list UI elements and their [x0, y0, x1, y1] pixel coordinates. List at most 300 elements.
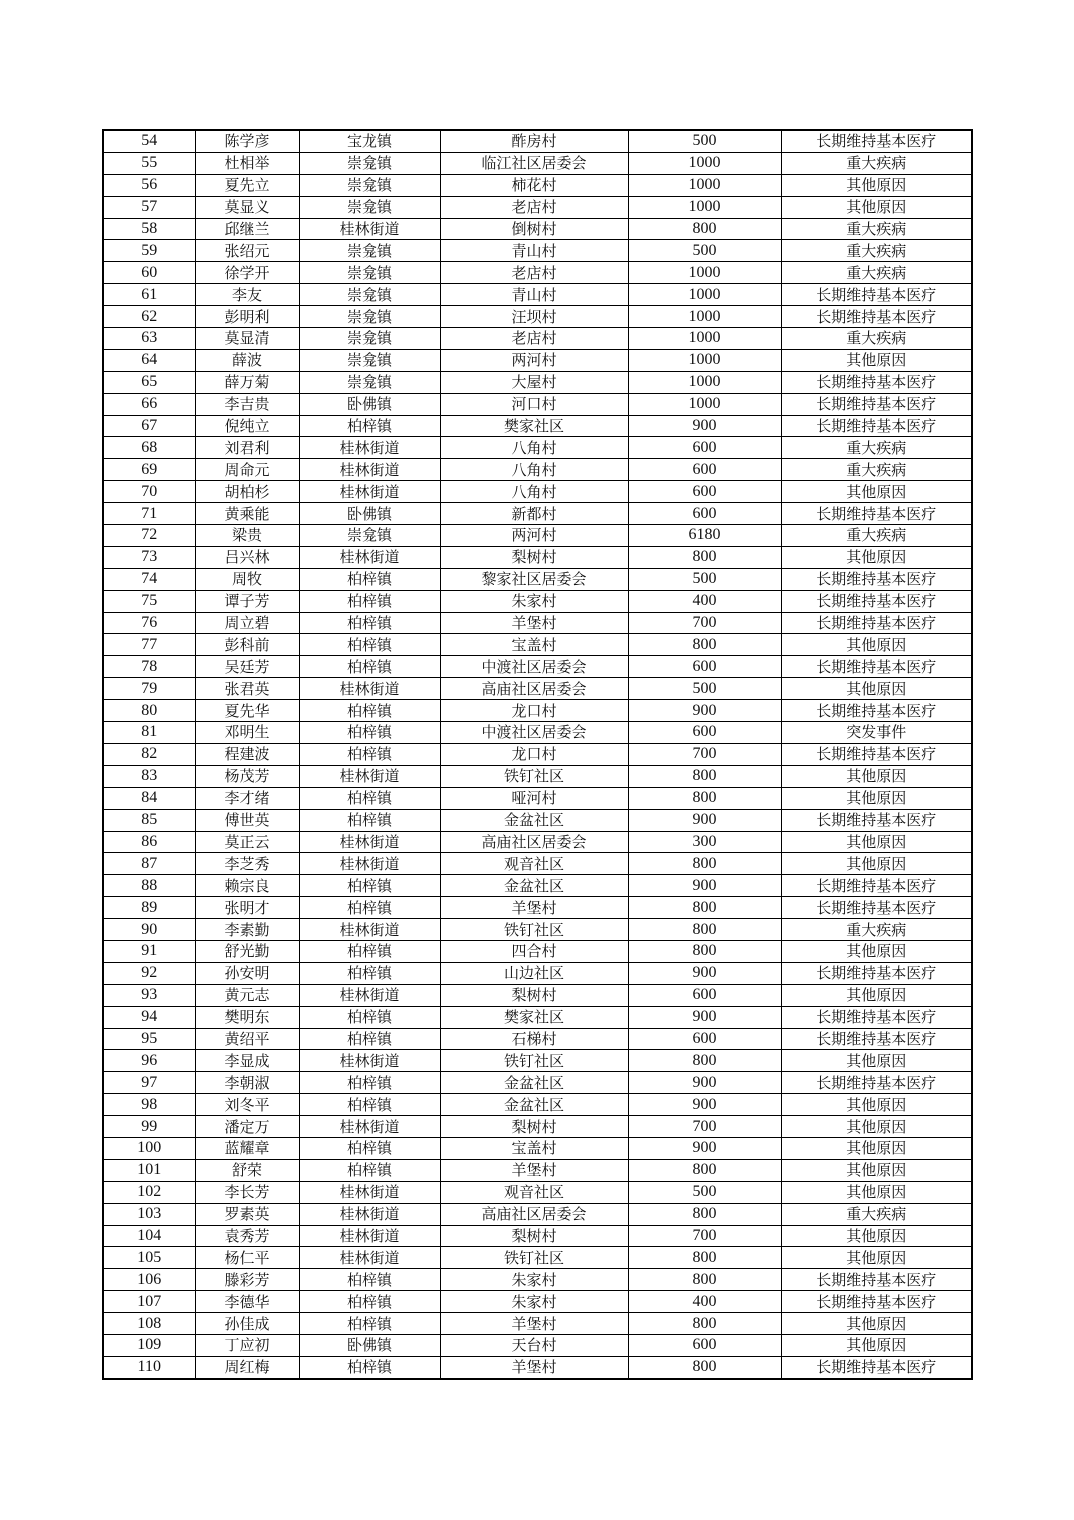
row-number-cell: 109 [103, 1334, 195, 1356]
village-cell: 新都村 [440, 503, 628, 525]
row-number-cell: 82 [103, 743, 195, 765]
amount-cell: 800 [628, 218, 781, 240]
reason-cell: 其他原因 [781, 634, 972, 656]
amount-cell: 1000 [628, 174, 781, 196]
name-cell: 周立碧 [195, 612, 299, 634]
village-cell: 高庙社区居委会 [440, 678, 628, 700]
name-cell: 李吉贵 [195, 393, 299, 415]
name-cell: 彭明利 [195, 306, 299, 328]
row-number-cell: 85 [103, 809, 195, 831]
township-cell: 柏梓镇 [299, 634, 440, 656]
township-cell: 桂林街道 [299, 1050, 440, 1072]
township-cell: 崇龛镇 [299, 328, 440, 350]
name-cell: 黄乘能 [195, 503, 299, 525]
village-cell: 八角村 [440, 481, 628, 503]
name-cell: 舒光勤 [195, 940, 299, 962]
relief-list-table [102, 129, 973, 1380]
township-cell: 桂林街道 [299, 459, 440, 481]
township-cell: 柏梓镇 [299, 722, 440, 744]
township-cell: 卧佛镇 [299, 503, 440, 525]
reason-cell: 其他原因 [781, 1137, 972, 1159]
reason-cell: 重大疾病 [781, 240, 972, 262]
township-cell: 柏梓镇 [299, 568, 440, 590]
name-cell: 谭子芳 [195, 590, 299, 612]
amount-cell: 800 [628, 1269, 781, 1291]
row-number-cell: 93 [103, 984, 195, 1006]
village-cell: 倒树村 [440, 218, 628, 240]
reason-cell: 长期维持基本医疗 [781, 371, 972, 393]
village-cell: 高庙社区居委会 [440, 831, 628, 853]
amount-cell: 700 [628, 612, 781, 634]
row-number-cell: 86 [103, 831, 195, 853]
name-cell: 黄绍平 [195, 1028, 299, 1050]
reason-cell: 长期维持基本医疗 [781, 1291, 972, 1313]
row-number-cell: 70 [103, 481, 195, 503]
row-number-cell: 74 [103, 568, 195, 590]
reason-cell: 其他原因 [781, 481, 972, 503]
name-cell: 罗素英 [195, 1203, 299, 1225]
reason-cell: 其他原因 [781, 1247, 972, 1269]
amount-cell: 1000 [628, 306, 781, 328]
township-cell: 桂林街道 [299, 765, 440, 787]
amount-cell: 400 [628, 590, 781, 612]
table-row [103, 919, 972, 941]
name-cell: 李才绪 [195, 787, 299, 809]
table-row [103, 1094, 972, 1116]
village-cell: 宝盖村 [440, 1137, 628, 1159]
table-row [103, 1313, 972, 1335]
reason-cell: 长期维持基本医疗 [781, 415, 972, 437]
village-cell: 龙口村 [440, 743, 628, 765]
township-cell: 柏梓镇 [299, 787, 440, 809]
row-number-cell: 97 [103, 1072, 195, 1094]
amount-cell: 1000 [628, 393, 781, 415]
reason-cell: 长期维持基本医疗 [781, 1028, 972, 1050]
row-number-cell: 76 [103, 612, 195, 634]
name-cell: 莫显义 [195, 196, 299, 218]
township-cell: 柏梓镇 [299, 897, 440, 919]
row-number-cell: 89 [103, 897, 195, 919]
amount-cell: 800 [628, 919, 781, 941]
reason-cell: 其他原因 [781, 1116, 972, 1138]
table-row [103, 1028, 972, 1050]
township-cell: 柏梓镇 [299, 1028, 440, 1050]
reason-cell: 其他原因 [781, 196, 972, 218]
village-cell: 羊堡村 [440, 1313, 628, 1335]
table-row [103, 568, 972, 590]
name-cell: 徐学开 [195, 262, 299, 284]
name-cell: 彭科前 [195, 634, 299, 656]
table-row [103, 415, 972, 437]
table-row [103, 481, 972, 503]
village-cell: 羊堡村 [440, 1356, 628, 1378]
amount-cell: 300 [628, 831, 781, 853]
row-number-cell: 65 [103, 371, 195, 393]
table-row [103, 897, 972, 919]
amount-cell: 800 [628, 546, 781, 568]
village-cell: 铁钉社区 [440, 919, 628, 941]
reason-cell: 长期维持基本医疗 [781, 306, 972, 328]
reason-cell: 长期维持基本医疗 [781, 897, 972, 919]
reason-cell: 其他原因 [781, 984, 972, 1006]
reason-cell: 长期维持基本医疗 [781, 590, 972, 612]
township-cell: 柏梓镇 [299, 1072, 440, 1094]
village-cell: 两河村 [440, 525, 628, 547]
name-cell: 邓明生 [195, 722, 299, 744]
township-cell: 桂林街道 [299, 678, 440, 700]
amount-cell: 900 [628, 1072, 781, 1094]
row-number-cell: 99 [103, 1116, 195, 1138]
village-cell: 青山村 [440, 284, 628, 306]
village-cell: 天台村 [440, 1334, 628, 1356]
row-number-cell: 58 [103, 218, 195, 240]
reason-cell: 长期维持基本医疗 [781, 743, 972, 765]
village-cell: 梨树村 [440, 1225, 628, 1247]
row-number-cell: 108 [103, 1313, 195, 1335]
table-row [103, 831, 972, 853]
row-number-cell: 72 [103, 525, 195, 547]
amount-cell: 600 [628, 656, 781, 678]
amount-cell: 500 [628, 678, 781, 700]
township-cell: 桂林街道 [299, 984, 440, 1006]
reason-cell: 长期维持基本医疗 [781, 1356, 972, 1378]
amount-cell: 700 [628, 1116, 781, 1138]
reason-cell: 长期维持基本医疗 [781, 809, 972, 831]
row-number-cell: 101 [103, 1159, 195, 1181]
row-number-cell: 107 [103, 1291, 195, 1313]
amount-cell: 800 [628, 897, 781, 919]
row-number-cell: 102 [103, 1181, 195, 1203]
row-number-cell: 54 [103, 130, 195, 152]
reason-cell: 其他原因 [781, 831, 972, 853]
table-row [103, 196, 972, 218]
amount-cell: 1000 [628, 262, 781, 284]
name-cell: 倪纯立 [195, 415, 299, 437]
township-cell: 柏梓镇 [299, 1137, 440, 1159]
reason-cell: 长期维持基本医疗 [781, 962, 972, 984]
reason-cell: 突发事件 [781, 722, 972, 744]
amount-cell: 500 [628, 568, 781, 590]
row-number-cell: 75 [103, 590, 195, 612]
reason-cell: 其他原因 [781, 1181, 972, 1203]
table-row [103, 218, 972, 240]
row-number-cell: 87 [103, 853, 195, 875]
row-number-cell: 98 [103, 1094, 195, 1116]
row-number-cell: 88 [103, 875, 195, 897]
amount-cell: 1000 [628, 328, 781, 350]
table-row [103, 634, 972, 656]
name-cell: 陈学彦 [195, 130, 299, 152]
row-number-cell: 67 [103, 415, 195, 437]
village-cell: 铁钉社区 [440, 765, 628, 787]
table-row [103, 787, 972, 809]
table-row [103, 459, 972, 481]
village-cell: 山边社区 [440, 962, 628, 984]
village-cell: 河口村 [440, 393, 628, 415]
name-cell: 周命元 [195, 459, 299, 481]
village-cell: 羊堡村 [440, 612, 628, 634]
row-number-cell: 95 [103, 1028, 195, 1050]
reason-cell: 其他原因 [781, 678, 972, 700]
amount-cell: 1000 [628, 349, 781, 371]
amount-cell: 800 [628, 1203, 781, 1225]
township-cell: 桂林街道 [299, 853, 440, 875]
village-cell: 八角村 [440, 459, 628, 481]
row-number-cell: 64 [103, 349, 195, 371]
row-number-cell: 68 [103, 437, 195, 459]
reason-cell: 长期维持基本医疗 [781, 503, 972, 525]
amount-cell: 400 [628, 1291, 781, 1313]
amount-cell: 600 [628, 503, 781, 525]
village-cell: 铁钉社区 [440, 1247, 628, 1269]
row-number-cell: 94 [103, 1006, 195, 1028]
amount-cell: 600 [628, 481, 781, 503]
table-row [103, 1181, 972, 1203]
reason-cell: 重大疾病 [781, 437, 972, 459]
row-number-cell: 60 [103, 262, 195, 284]
village-cell: 酢房村 [440, 130, 628, 152]
row-number-cell: 62 [103, 306, 195, 328]
amount-cell: 800 [628, 634, 781, 656]
township-cell: 柏梓镇 [299, 590, 440, 612]
name-cell: 刘冬平 [195, 1094, 299, 1116]
name-cell: 夏先华 [195, 700, 299, 722]
reason-cell: 重大疾病 [781, 1203, 972, 1225]
township-cell: 桂林街道 [299, 1203, 440, 1225]
table-row [103, 328, 972, 350]
row-number-cell: 57 [103, 196, 195, 218]
township-cell: 柏梓镇 [299, 962, 440, 984]
township-cell: 柏梓镇 [299, 656, 440, 678]
township-cell: 桂林街道 [299, 1116, 440, 1138]
row-number-cell: 61 [103, 284, 195, 306]
village-cell: 两河村 [440, 349, 628, 371]
township-cell: 桂林街道 [299, 481, 440, 503]
village-cell: 高庙社区居委会 [440, 1203, 628, 1225]
reason-cell: 长期维持基本医疗 [781, 393, 972, 415]
township-cell: 崇龛镇 [299, 349, 440, 371]
township-cell: 柏梓镇 [299, 743, 440, 765]
name-cell: 张绍元 [195, 240, 299, 262]
amount-cell: 600 [628, 984, 781, 1006]
table-row [103, 853, 972, 875]
village-cell: 临江社区居委会 [440, 152, 628, 174]
township-cell: 桂林街道 [299, 919, 440, 941]
name-cell: 李友 [195, 284, 299, 306]
table-row [103, 306, 972, 328]
row-number-cell: 90 [103, 919, 195, 941]
village-cell: 铁钉社区 [440, 1050, 628, 1072]
name-cell: 薛波 [195, 349, 299, 371]
reason-cell: 其他原因 [781, 174, 972, 196]
reason-cell: 重大疾病 [781, 919, 972, 941]
village-cell: 柿花村 [440, 174, 628, 196]
row-number-cell: 63 [103, 328, 195, 350]
township-cell: 柏梓镇 [299, 1291, 440, 1313]
name-cell: 蓝耀章 [195, 1137, 299, 1159]
amount-cell: 900 [628, 962, 781, 984]
township-cell: 崇龛镇 [299, 174, 440, 196]
row-number-cell: 100 [103, 1137, 195, 1159]
township-cell: 柏梓镇 [299, 612, 440, 634]
village-cell: 青山村 [440, 240, 628, 262]
table-row [103, 1334, 972, 1356]
row-number-cell: 92 [103, 962, 195, 984]
reason-cell: 其他原因 [781, 349, 972, 371]
name-cell: 李芝秀 [195, 853, 299, 875]
name-cell: 周红梅 [195, 1356, 299, 1378]
name-cell: 李长芳 [195, 1181, 299, 1203]
row-number-cell: 79 [103, 678, 195, 700]
township-cell: 崇龛镇 [299, 152, 440, 174]
amount-cell: 900 [628, 875, 781, 897]
amount-cell: 800 [628, 1247, 781, 1269]
reason-cell: 长期维持基本医疗 [781, 284, 972, 306]
township-cell: 崇龛镇 [299, 306, 440, 328]
village-cell: 中渡社区居委会 [440, 656, 628, 678]
name-cell: 丁应初 [195, 1334, 299, 1356]
township-cell: 崇龛镇 [299, 371, 440, 393]
table-row [103, 152, 972, 174]
amount-cell: 900 [628, 1094, 781, 1116]
table-row [103, 349, 972, 371]
amount-cell: 6180 [628, 525, 781, 547]
table-row [103, 546, 972, 568]
name-cell: 刘君利 [195, 437, 299, 459]
name-cell: 梁贵 [195, 525, 299, 547]
table-row [103, 809, 972, 831]
table-row [103, 1247, 972, 1269]
township-cell: 桂林街道 [299, 1181, 440, 1203]
township-cell: 柏梓镇 [299, 1356, 440, 1378]
table-row [103, 240, 972, 262]
township-cell: 柏梓镇 [299, 1269, 440, 1291]
row-number-cell: 104 [103, 1225, 195, 1247]
row-number-cell: 91 [103, 940, 195, 962]
township-cell: 崇龛镇 [299, 240, 440, 262]
reason-cell: 其他原因 [781, 1313, 972, 1335]
amount-cell: 500 [628, 130, 781, 152]
row-number-cell: 73 [103, 546, 195, 568]
amount-cell: 600 [628, 1028, 781, 1050]
amount-cell: 800 [628, 1356, 781, 1378]
row-number-cell: 77 [103, 634, 195, 656]
township-cell: 柏梓镇 [299, 700, 440, 722]
row-number-cell: 71 [103, 503, 195, 525]
township-cell: 宝龙镇 [299, 130, 440, 152]
table-row [103, 1225, 972, 1247]
name-cell: 傅世英 [195, 809, 299, 831]
name-cell: 赖宗良 [195, 875, 299, 897]
table-row [103, 1072, 972, 1094]
village-cell: 宝盖村 [440, 634, 628, 656]
name-cell: 杨仁平 [195, 1247, 299, 1269]
township-cell: 桂林街道 [299, 437, 440, 459]
table-row [103, 984, 972, 1006]
township-cell: 柏梓镇 [299, 1094, 440, 1116]
name-cell: 李德华 [195, 1291, 299, 1313]
reason-cell: 长期维持基本医疗 [781, 612, 972, 634]
reason-cell: 重大疾病 [781, 328, 972, 350]
name-cell: 李素勤 [195, 919, 299, 941]
reason-cell: 长期维持基本医疗 [781, 1269, 972, 1291]
table-row [103, 371, 972, 393]
amount-cell: 1000 [628, 196, 781, 218]
table-row [103, 700, 972, 722]
amount-cell: 800 [628, 765, 781, 787]
reason-cell: 长期维持基本医疗 [781, 1072, 972, 1094]
amount-cell: 800 [628, 1159, 781, 1181]
table-row [103, 284, 972, 306]
table-row [103, 1116, 972, 1138]
township-cell: 桂林街道 [299, 831, 440, 853]
table-row [103, 612, 972, 634]
name-cell: 樊明东 [195, 1006, 299, 1028]
township-cell: 卧佛镇 [299, 1334, 440, 1356]
row-number-cell: 66 [103, 393, 195, 415]
amount-cell: 1000 [628, 371, 781, 393]
township-cell: 柏梓镇 [299, 940, 440, 962]
village-cell: 四合村 [440, 940, 628, 962]
name-cell: 莫正云 [195, 831, 299, 853]
village-cell: 黎家社区居委会 [440, 568, 628, 590]
village-cell: 观音社区 [440, 1181, 628, 1203]
row-number-cell: 59 [103, 240, 195, 262]
table-row [103, 743, 972, 765]
table-row [103, 1291, 972, 1313]
name-cell: 黄元志 [195, 984, 299, 1006]
table-row [103, 503, 972, 525]
township-cell: 桂林街道 [299, 546, 440, 568]
row-number-cell: 80 [103, 700, 195, 722]
row-number-cell: 96 [103, 1050, 195, 1072]
row-number-cell: 110 [103, 1356, 195, 1378]
name-cell: 邱继兰 [195, 218, 299, 240]
name-cell: 李朝淑 [195, 1072, 299, 1094]
reason-cell: 长期维持基本医疗 [781, 1006, 972, 1028]
township-cell: 崇龛镇 [299, 262, 440, 284]
reason-cell: 其他原因 [781, 1050, 972, 1072]
name-cell: 张君英 [195, 678, 299, 700]
village-cell: 樊家社区 [440, 415, 628, 437]
township-cell: 柏梓镇 [299, 1159, 440, 1181]
amount-cell: 900 [628, 415, 781, 437]
reason-cell: 长期维持基本医疗 [781, 568, 972, 590]
table-row [103, 393, 972, 415]
reason-cell: 长期维持基本医疗 [781, 656, 972, 678]
row-number-cell: 106 [103, 1269, 195, 1291]
amount-cell: 600 [628, 722, 781, 744]
village-cell: 老店村 [440, 262, 628, 284]
village-cell: 中渡社区居委会 [440, 722, 628, 744]
row-number-cell: 55 [103, 152, 195, 174]
name-cell: 袁秀芳 [195, 1225, 299, 1247]
amount-cell: 700 [628, 1225, 781, 1247]
row-number-cell: 105 [103, 1247, 195, 1269]
amount-cell: 800 [628, 940, 781, 962]
reason-cell: 重大疾病 [781, 459, 972, 481]
name-cell: 李显成 [195, 1050, 299, 1072]
reason-cell: 其他原因 [781, 853, 972, 875]
reason-cell: 长期维持基本医疗 [781, 130, 972, 152]
amount-cell: 600 [628, 1334, 781, 1356]
table-row [103, 1159, 972, 1181]
village-cell: 樊家社区 [440, 1006, 628, 1028]
township-cell: 崇龛镇 [299, 284, 440, 306]
reason-cell: 其他原因 [781, 1094, 972, 1116]
name-cell: 薛万菊 [195, 371, 299, 393]
reason-cell: 其他原因 [781, 940, 972, 962]
